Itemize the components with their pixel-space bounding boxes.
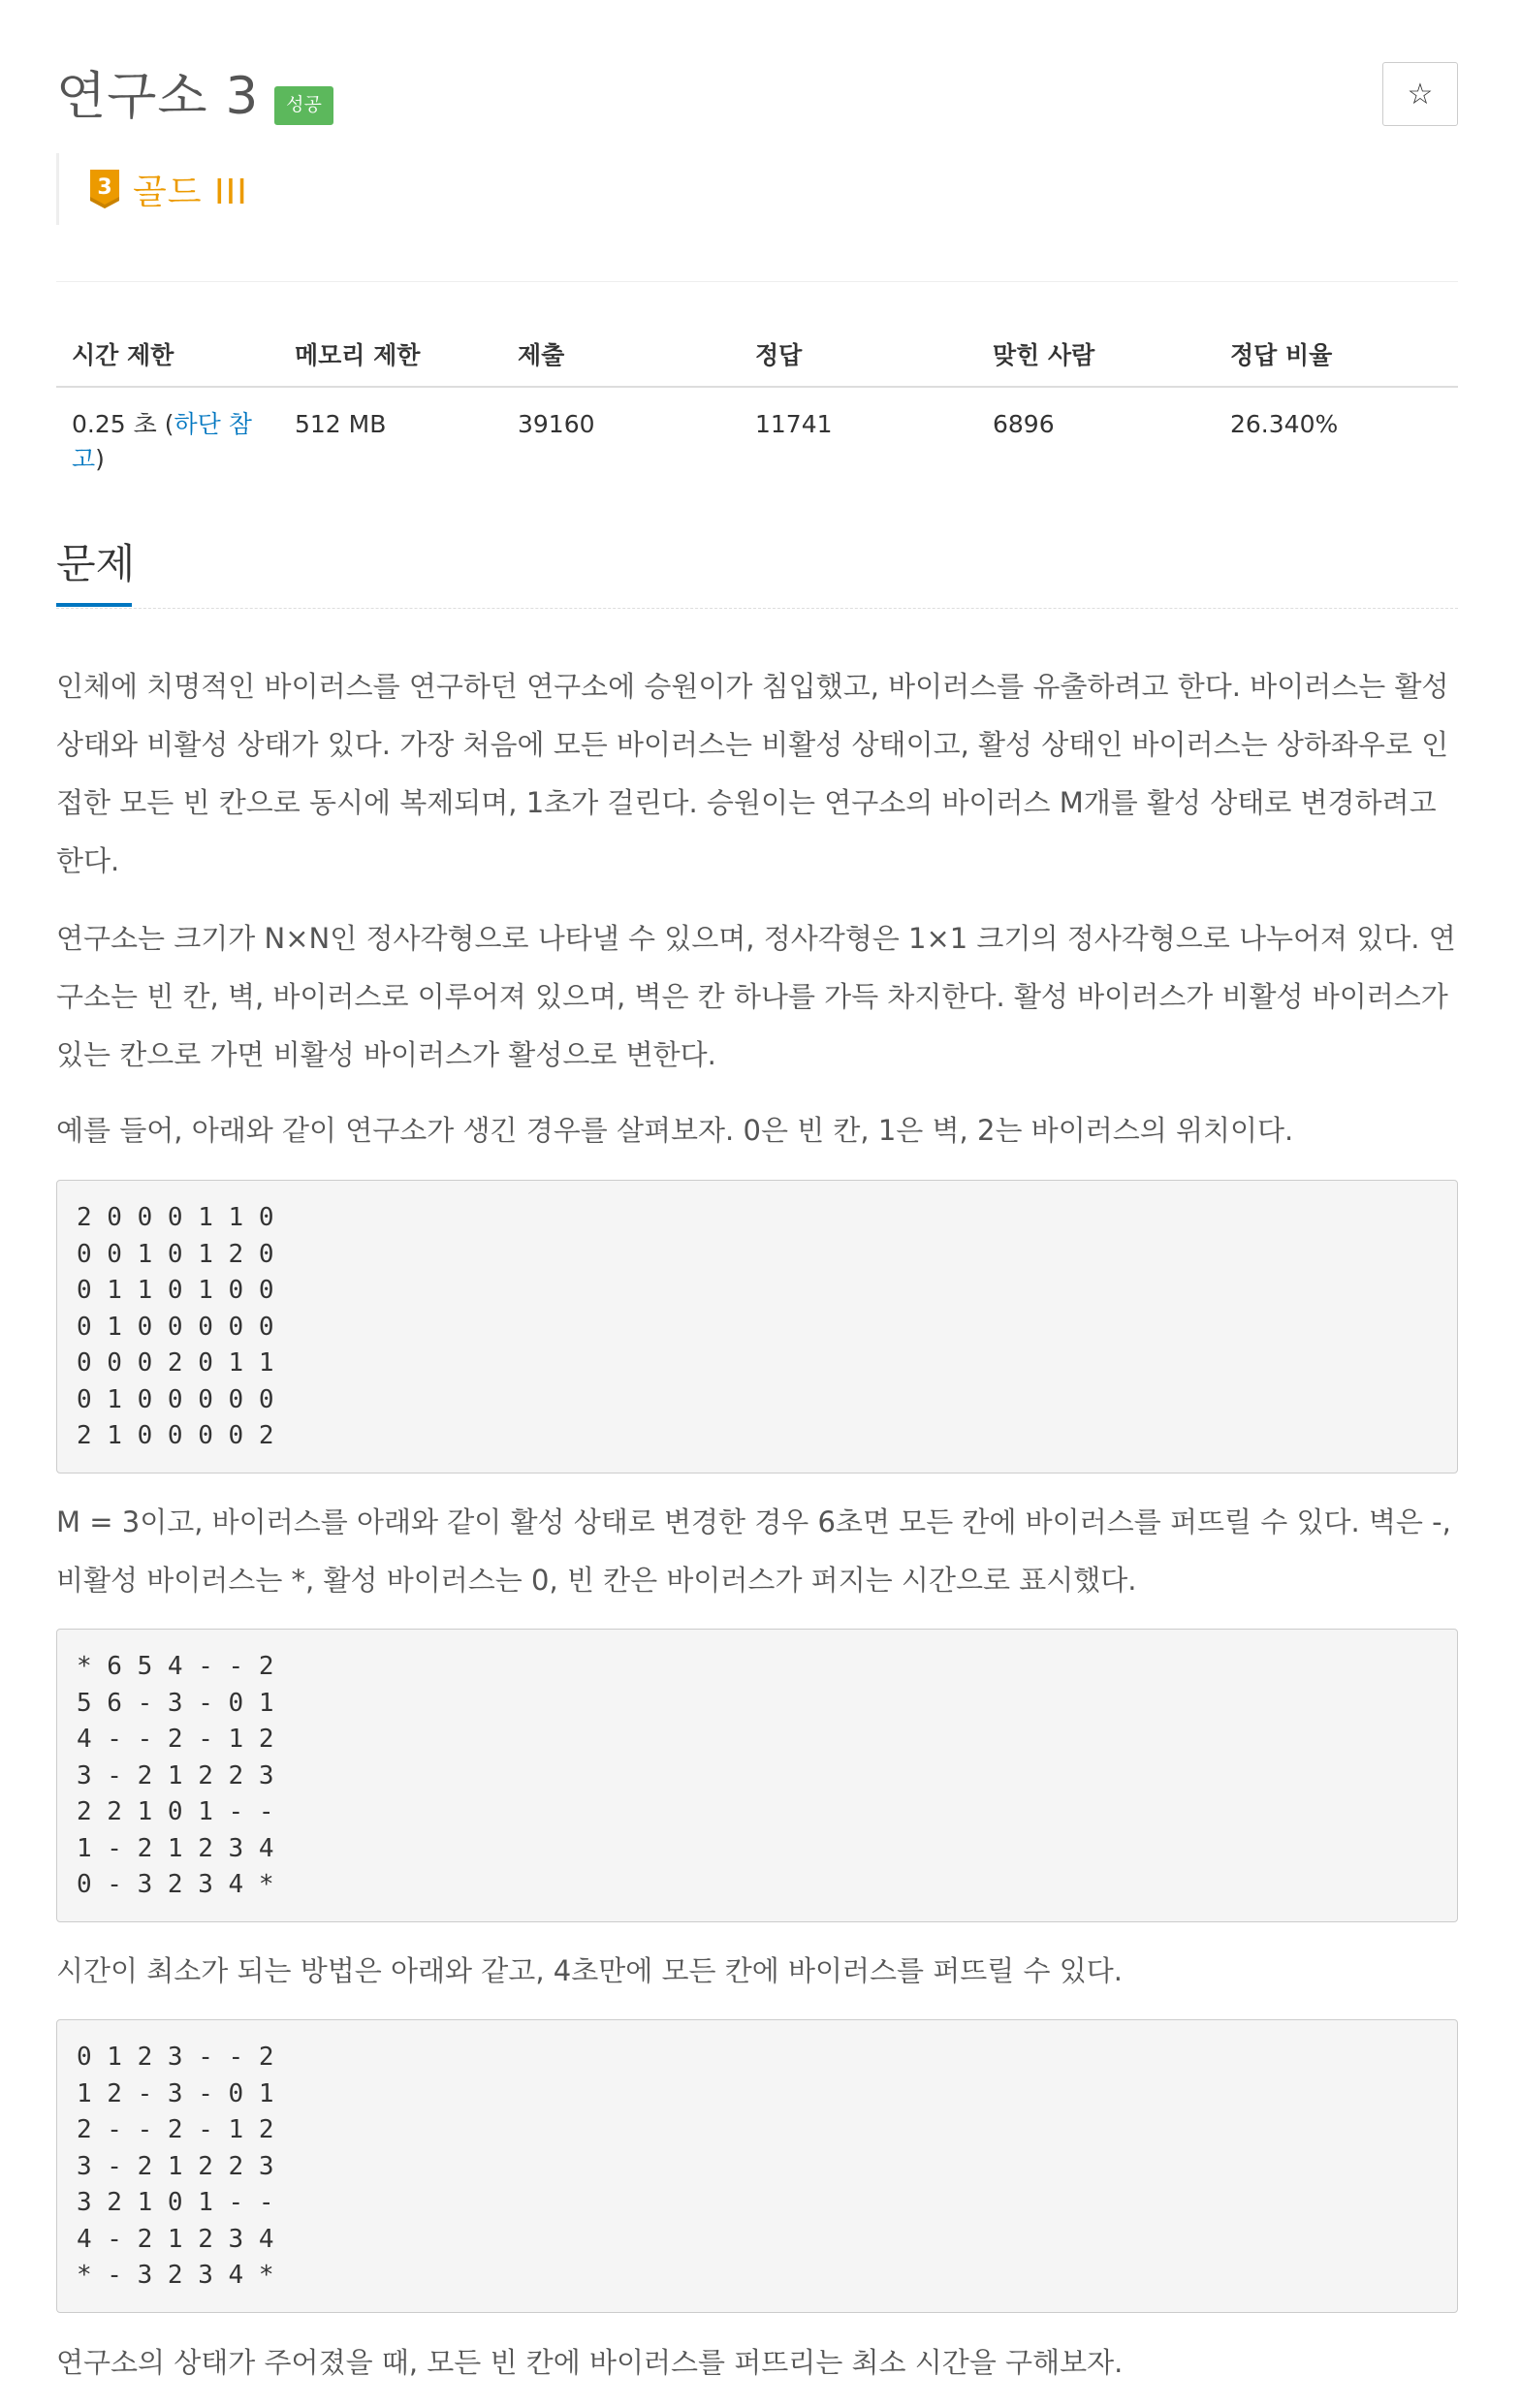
stats-header-row [56, 322, 1458, 387]
problem-paragraph: 연구소는 크기가 N×N인 정사각형으로 나타낼 수 있으며, 정사각형은 1×1 크기의 정사각형으로 나누어져 있다. 연구소는 빈 칸, 벽, 바이러스로 이루어져 있으며, 벽은 칸 하나를 가득 차지한다. 활성 바이러스가 비활성 바이러스가 있는 칸으로 가면 비활성 바이러스가 활성으로 변한다. [56, 922, 1456, 1071]
time-limit-note-link[interactable]: 하단 참고 [72, 410, 252, 473]
problem-title: 연구소 3 [56, 67, 260, 126]
accepted-value: 11741 [755, 410, 833, 438]
tier-number: 3 [97, 175, 112, 200]
time-limit-value: 0.25 초 ( [72, 410, 174, 438]
four-seconds-code-block: 0 1 2 3 - - 2 1 2 - 3 - 0 1 2 - - 2 - 1 2 3 - 2 1 2 2 3 3 2 1 0 1 - - 4 - 2 1 2 3 4 * - 3 2 3 4 * [56, 2019, 1458, 2313]
problem-paragraph: 예를 들어, 아래와 같이 연구소가 생긴 경우를 살펴보자. 0은 빈 칸, 1은 벽, 2는 바이러스의 위치이다. [56, 1114, 1294, 1147]
star-icon: ☆ [1407, 78, 1434, 111]
time-limit-cell [56, 387, 279, 493]
solved-users-value: 6896 [993, 410, 1055, 438]
time-limit-close: ) [95, 445, 105, 473]
stats-value-row [56, 387, 1458, 493]
gold-tier-icon [88, 168, 121, 210]
header-divider [56, 281, 1458, 282]
six-seconds-code-block: * 6 5 4 - - 2 5 6 - 3 - 0 1 4 - - 2 - 1 2 3 - 2 1 2 2 3 2 2 1 0 1 - - 1 - 2 1 2 3 4 0 - 3 2 3 4 * [56, 1629, 1458, 1922]
stats-header-accepted: 정답 [740, 322, 977, 387]
problem-paragraph: 시간이 최소가 되는 방법은 아래와 같고, 4초만에 모든 칸에 바이러스를 퍼뜨릴 수 있다. [56, 1954, 1123, 1987]
title-row [56, 60, 333, 134]
stats-header-solved-users: 맞힌 사람 [977, 322, 1215, 387]
stats-header-submissions: 제출 [502, 322, 740, 387]
example-grid-code-block: 2 0 0 0 1 1 0 0 0 1 0 1 2 0 0 1 1 0 1 0 0 0 1 0 0 0 0 0 0 0 0 2 0 1 1 0 1 0 0 0 0 0 2 1 0 0 0 0 2 [56, 1180, 1458, 1473]
stats-header-time-limit: 시간 제한 [56, 322, 279, 387]
accept-ratio-value: 26.340% [1230, 410, 1339, 438]
star-favorite-button[interactable] [1382, 62, 1458, 126]
section-divider [56, 608, 1458, 609]
submissions-value: 39160 [518, 410, 595, 438]
stats-header-accept-ratio: 정답 비율 [1215, 322, 1458, 387]
section-title-underline [56, 603, 132, 607]
problem-stats-table [56, 322, 1458, 493]
problem-paragraph: 연구소의 상태가 주어졌을 때, 모든 빈 칸에 바이러스를 퍼뜨리는 최소 시간을 구해보자. [56, 2346, 1124, 2379]
status-badge: 성공 [274, 86, 333, 125]
tier-box [56, 153, 248, 225]
memory-limit-value: 512 MB [295, 410, 387, 438]
problem-paragraph: M = 3이고, 바이러스를 아래와 같이 활성 상태로 변경한 경우 6초면 모든 칸에 바이러스를 퍼뜨릴 수 있다. 벽은 -, 비활성 바이러스는 *, 활성 바이러스는 0, 빈 칸은 바이러스가 퍼지는 시간으로 표시했다. [56, 1505, 1451, 1597]
stats-header-memory-limit: 메모리 제한 [279, 322, 502, 387]
problem-section-title: 문제 [56, 540, 136, 587]
tier-label[interactable]: 골드 III [133, 172, 248, 212]
problem-paragraph: 인체에 치명적인 바이러스를 연구하던 연구소에 승원이가 침입했고, 바이러스를 유출하려고 한다. 바이러스는 활성 상태와 비활성 상태가 있다. 가장 처음에 모든 바이러스는 비활성 상태이고, 활성 상태인 바이러스는 상하좌우로 인접한 모든 빈 칸으로 동시에 복제되며, 1초가 걸린다. 승원이는 연구소의 바이러스 M개를 활성 상태로 변경하려고 한다. [56, 670, 1449, 877]
